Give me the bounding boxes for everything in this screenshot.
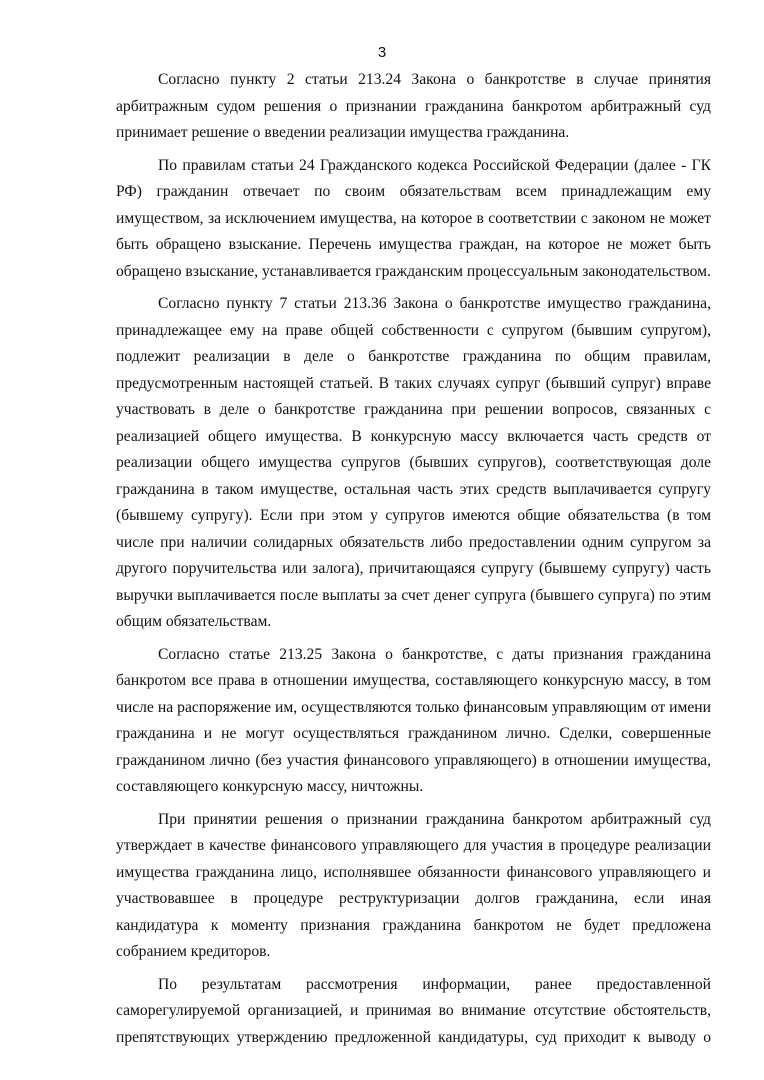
paragraph-joint-property: Согласно пункту 7 статьи 213.36 Закона о банкротстве имущество гражданина, принадлежащее ему на праве общей собственности с супругом (бывшим супругом), подлежит реализации в деле о банкротстве гражданина по общим правилам, предусмотренным настоящей статьей. В таких случаях супруг (бывший супруг) вправе участвовать в деле о банкротстве гражданина при решении вопросов, связанных с реализацией общего имущества. В конкурсную массу включается часть средств от реализации общего имущества супругов (бывших супругов), соответствующая доле гражданина в таком имуществе, остальная часть этих средств выплачивается супругу (бывшему супругу). Если при этом у супругов имеются общие обязательства (в том числе при наличии солидарных обязательств либо предоставлении одним супругом за другого поручительства или залога), причитающаяся супругу (бывшему супругу) часть выручки выплачивается после выплаты за счет денег супруга (бывшего супруга) по этим общим обязательствам. [116,295,711,630]
page-number: 3 [377,44,387,61]
paragraph-bankruptcy-rights: Согласно статье 213.25 Закона о банкротстве, с даты признания гражданина банкротом все права в отношении имущества, составляющего конкурсную массу, в том числе на распоряжение им, осуществляются только финансовым управляющим от имени гражданина и не могут осуществляться гражданином лично. Сделки, совершенные гражданином лично (без участия финансового управляющего) в отношении имущества, составляющего конкурсную массу, ничтожны. [116,645,711,795]
document-body [116,67,711,1057]
paragraph-civil-code-liability: По правилам статьи 24 Гражданского кодекса Российской Федерации (далее - ГК РФ) гражданин отвечает по своим обязательствам всем принадлежащим ему имуществом, за исключением имущества, на которое в соответствии с законом не может быть обращено взыскание. Перечень имущества граждан, на которое не может быть обращено взыскание, устанавливается гражданским процессуальным законодательством. [116,156,711,280]
paragraph-financial-manager: При принятии решения о признании гражданина банкротом арбитражный суд утверждает в качестве финансового управляющего для участия в процедуре реализации имущества гражданина лицо, исполнявшее обязанности финансового управляющего и участвовавшее в процедуре реструктуризации долгов гражданина, если иная кандидатура к моменту признания гражданина банкротом не будет предложена собранием кредиторов. [116,810,711,960]
paragraph-court-conclusion: По результатам рассмотрения информации, ранее предоставленной саморегулируемой организацией, и принимая во внимание отсутствие обстоятельств, препятствующих утверждению предложенной кандидатуры, суд приходит к выводу о [116,975,711,1046]
paragraph-bankruptcy-sale: Согласно пункту 2 статьи 213.24 Закона о банкротстве в случае принятия арбитражным судом решения о признании гражданина банкротом арбитражный суд принимает решение о введении реализации имущества гражданина. [116,71,711,141]
